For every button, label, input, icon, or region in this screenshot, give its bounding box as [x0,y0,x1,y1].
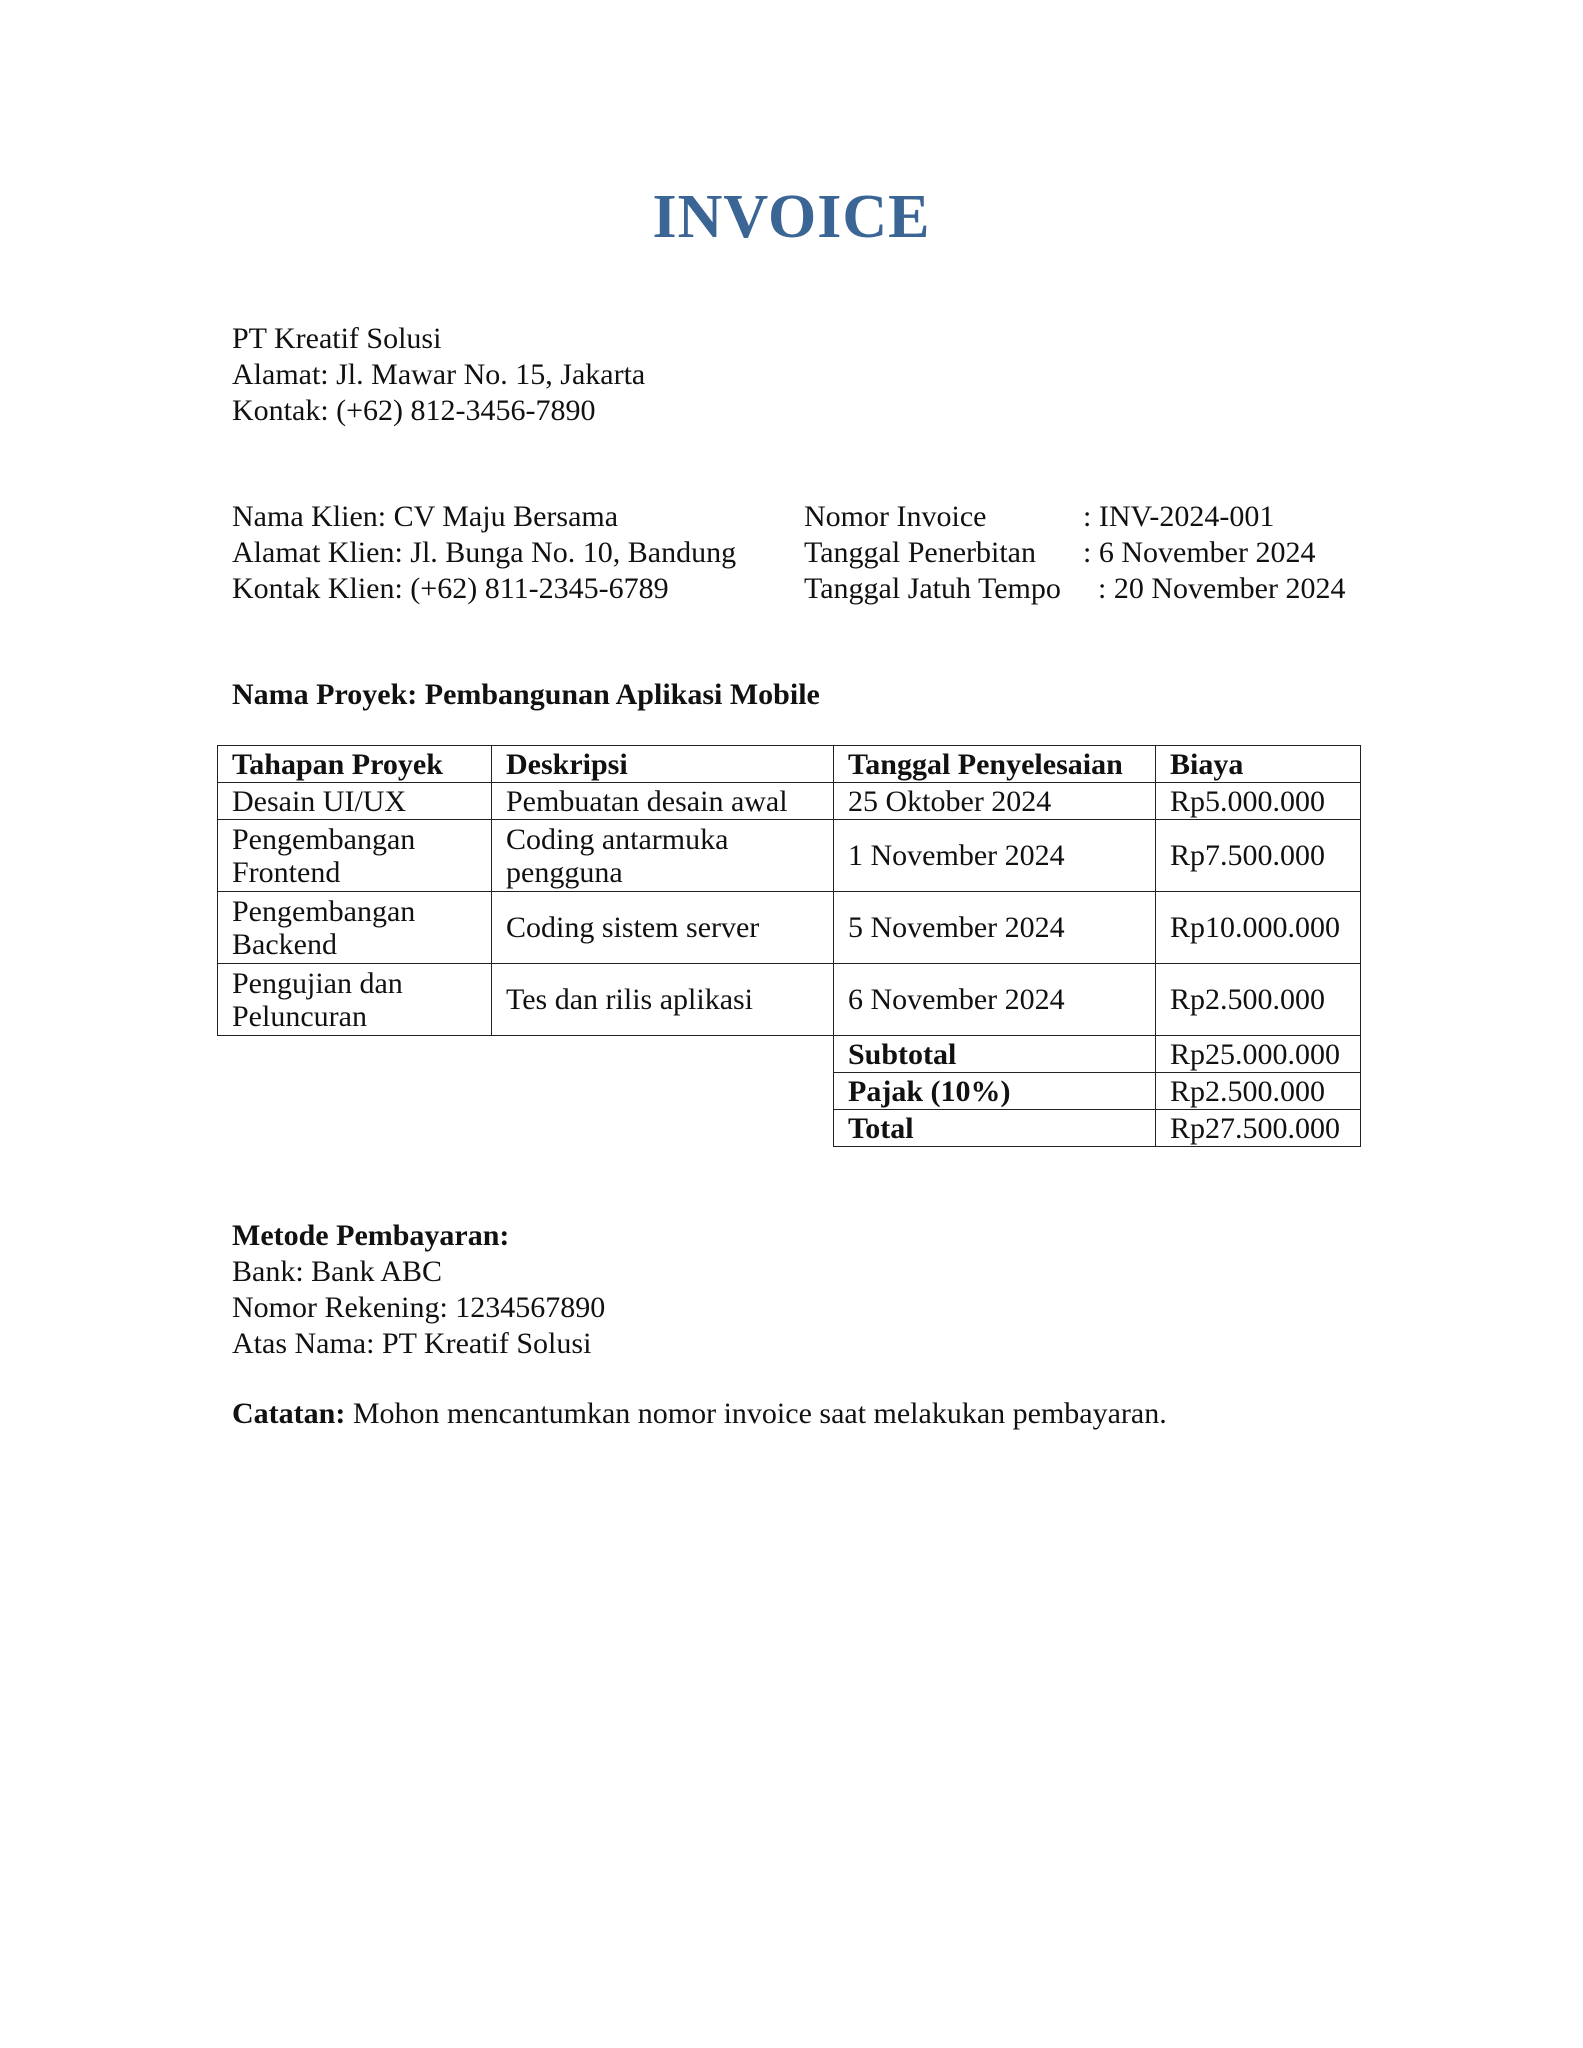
table-header-row [218,746,1361,783]
invoice-meta-row [804,499,1345,535]
header-stage: Tahapan Proyek [218,746,492,783]
header-description: Deskripsi [492,746,834,783]
total-value: Rp27.500.000 [1156,1110,1361,1147]
summary-row-total [218,1110,1361,1147]
company-contact: Kontak: (+62) 812-3456-7890 [232,394,596,427]
due-date-label: Tanggal Jatuh Tempo [804,572,1061,605]
summary-row-tax [218,1073,1361,1110]
client-contact: Kontak Klien: (+62) 811-2345-6789 [232,572,669,605]
company-name: PT Kreatif Solusi [232,322,442,355]
client-info [232,499,736,607]
cell-cost: Rp7.500.000 [1156,820,1361,892]
cell-description: Pembuatan desain awal [492,783,834,820]
cell-stage [218,820,492,892]
payment-method [232,1218,605,1362]
cell-date: 5 November 2024 [834,892,1156,964]
empty-cell [492,1036,834,1073]
cell-stage-line: Pengembangan [232,822,416,856]
client-address: Alamat Klien: Jl. Bunga No. 10, Bandung [232,536,737,569]
client-name: Nama Klien: CV Maju Bersama [232,500,619,533]
issue-date-value: : 6 November 2024 [1083,536,1316,569]
tax-label: Pajak (10%) [834,1073,1156,1110]
summary-row-subtotal [218,1036,1361,1073]
note-label: Catatan: [232,1397,346,1430]
cell-description: Coding sistem server [492,892,834,964]
invoice-meta [804,499,1345,607]
company-info [232,321,645,429]
total-label: Total [834,1110,1156,1147]
empty-cell [218,1110,492,1147]
payment-account-number: Nomor Rekening: 1234567890 [232,1291,606,1324]
empty-cell [492,1110,834,1147]
note [232,1396,1167,1432]
cell-stage [218,964,492,1036]
invoice-number-value: : INV-2024-001 [1083,500,1275,533]
cell-date: 25 Oktober 2024 [834,783,1156,820]
table-row [218,964,1361,1036]
due-date-value: : 20 November 2024 [1098,572,1346,605]
table-row [218,820,1361,892]
empty-cell [492,1073,834,1110]
cell-cost: Rp5.000.000 [1156,783,1361,820]
company-address: Alamat: Jl. Mawar No. 15, Jakarta [232,358,646,391]
cell-stage-line: Peluncuran [232,999,367,1033]
cell-date: 6 November 2024 [834,964,1156,1036]
cell-stage: Desain UI/UX [218,783,492,820]
cell-description [492,820,834,892]
items-table [217,745,1361,1147]
cell-stage-line: Pengembangan [232,894,416,928]
subtotal-label: Subtotal [834,1036,1156,1073]
payment-account-name: Atas Nama: PT Kreatif Solusi [232,1327,592,1360]
table-row [218,783,1361,820]
note-text: Mohon mencantumkan nomor invoice saat melakukan pembayaran. [345,1397,1167,1430]
cell-date: 1 November 2024 [834,820,1156,892]
table-row [218,892,1361,964]
cell-stage [218,892,492,964]
tax-value: Rp2.500.000 [1156,1073,1361,1110]
cell-stage-line: Backend [232,927,337,961]
invoice-number-label: Nomor Invoice [804,500,987,533]
empty-cell [218,1073,492,1110]
invoice-meta-row [804,571,1345,607]
cell-description-line: pengguna [506,855,623,889]
cell-stage-line: Pengujian dan [232,966,403,1000]
invoice-title: INVOICE [652,183,931,251]
subtotal-value: Rp25.000.000 [1156,1036,1361,1073]
cell-cost: Rp2.500.000 [1156,964,1361,1036]
cell-cost: Rp10.000.000 [1156,892,1361,964]
cell-description-line: Coding antarmuka [506,822,729,856]
cell-stage-line: Frontend [232,855,341,889]
header-date: Tanggal Penyelesaian [834,746,1156,783]
payment-bank: Bank: Bank ABC [232,1255,443,1288]
issue-date-label: Tanggal Penerbitan [804,536,1036,569]
cell-description: Tes dan rilis aplikasi [492,964,834,1036]
header-cost: Biaya [1156,746,1361,783]
project-name: Nama Proyek: Pembangunan Aplikasi Mobile [232,678,820,711]
payment-heading: Metode Pembayaran: [232,1219,510,1252]
invoice-meta-row [804,535,1345,571]
empty-cell [218,1036,492,1073]
